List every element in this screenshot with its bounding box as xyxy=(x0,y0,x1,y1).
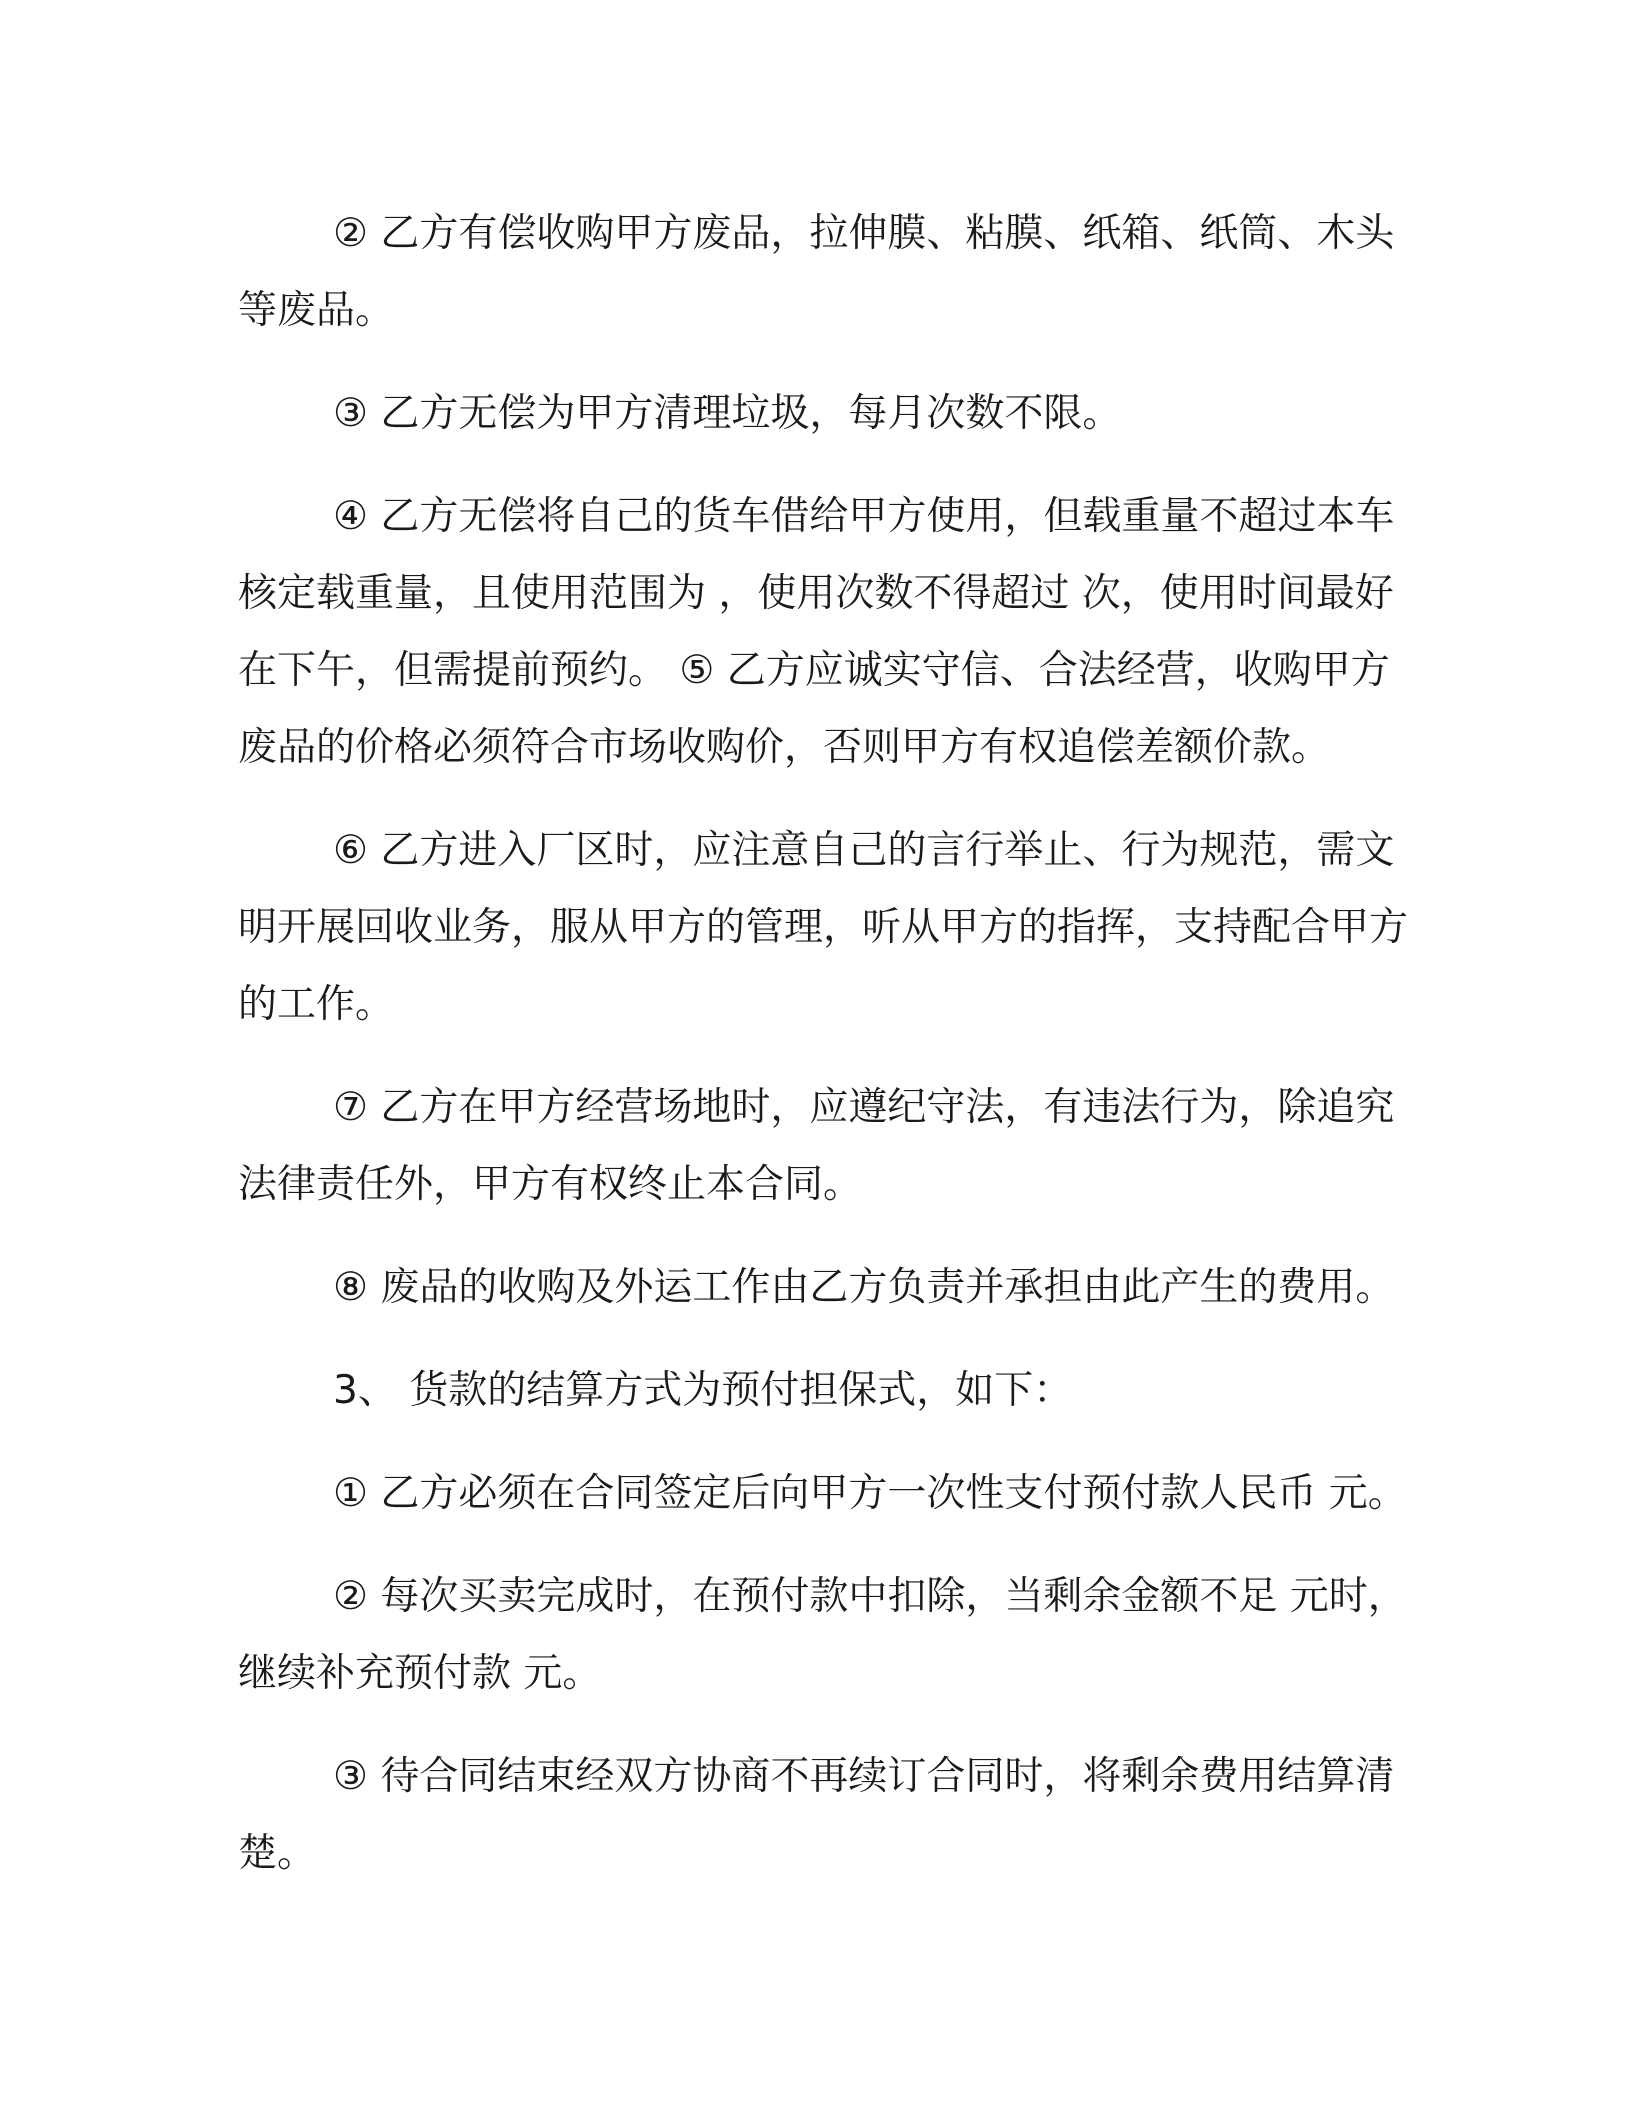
paragraph-clause-4-5-truck-and-pricing: ④ 乙方无偿将自己的货车借给甲方使用，但载重量不超过本车核定载重量，且使用范围为 ，使用次数不得超过 次，使用时间最好在下午，但需提前预约。 ⑤ 乙方应诚实守信、合法经营，收购甲方废品的价格必须符合市场收购价，否则甲方有权追偿差额价款。 xyxy=(238,494,1395,770)
paragraph-clause-8-costs: ⑧ 废品的收购及外运工作由乙方负责并承担由此产生的费用。 xyxy=(333,1265,1395,1310)
paragraph-clause-6-conduct: ⑥ 乙方进入厂区时，应注意自己的言行举止、行为规范，需文明开展回收业务，服从甲方的管理，听从甲方的指挥，支持配合甲方的工作。 xyxy=(238,828,1409,1027)
section-heading-settlement: 3、 货款的结算方式为预付担保式，如下： xyxy=(333,1368,1073,1413)
paragraph-clause-3-garbage: ③ 乙方无偿为甲方清理垃圾，每月次数不限。 xyxy=(333,391,1122,436)
paragraph-settlement-2: ② 每次买卖完成时，在预付款中扣除，当剩余金额不足 元时，继续补充预付款 元。 xyxy=(238,1574,1407,1696)
document-body xyxy=(238,195,1418,1918)
paragraph-settlement-1: ① 乙方必须在合同签定后向甲方一次性支付预付款人民币 元。 xyxy=(333,1471,1407,1516)
paragraph-clause-7-law: ⑦ 乙方在甲方经营场地时，应遵纪守法，有违法行为，除追究法律责任外，甲方有权终止本合同。 xyxy=(238,1085,1395,1207)
paragraph-clause-2-recycling: ② 乙方有偿收购甲方废品，拉伸膜、粘膜、纸箱、纸筒、木头等废品。 xyxy=(238,211,1395,333)
paragraph-settlement-3: ③ 待合同结束经双方协商不再续订合同时，将剩余费用结算清楚。 xyxy=(238,1754,1395,1876)
